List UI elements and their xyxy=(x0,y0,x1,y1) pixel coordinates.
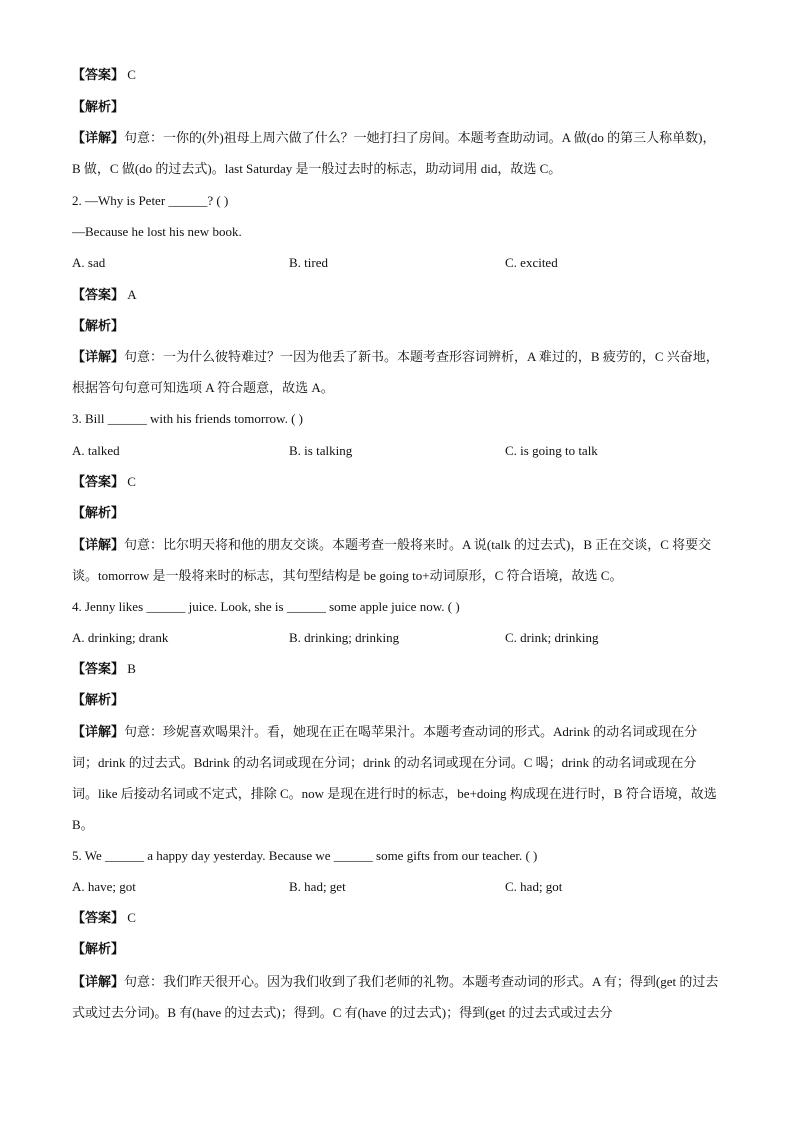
question-3-option-c: C. is going to talk xyxy=(505,443,598,458)
detail-text: 句意：珍妮喜欢喝果汁。看，她现在正在喝苹果汁。本题考查动词的形式。Adrink 的动名词或现在分词；drink 的过去式。Bdrink 的动名词或现在分词；drink 的动名词或现在分词。C 喝；drink 的动名词或现在分词。like 后接动名词或不定式，排除 C。now 是现在进行时的标志，be+doing 构成现在进行时，B 符合语境，故选 B。 xyxy=(72,724,717,832)
answer-line xyxy=(72,286,137,304)
answer-tag: 【答案】 xyxy=(72,910,125,925)
answer-line xyxy=(72,660,136,678)
detail-text: 句意：比尔明天将和他的朋友交谈。本题考查一般将来时。A 说(talk 的过去式)，B 正在交谈，C 将要交谈。tomorrow 是一般将来时的标志，其句型结构是 be going to+动词原形，C 符合语境，故选 C。 xyxy=(72,537,712,583)
detail-tag: 【详解】 xyxy=(72,537,125,552)
question-3-option-b: B. is talking xyxy=(289,443,353,458)
analysis-tag: 【解析】 xyxy=(72,941,125,956)
detail-tag: 【详解】 xyxy=(72,974,125,989)
question-5-option-c: C. had; got xyxy=(505,879,563,894)
question-4-option-b: B. drinking; drinking xyxy=(289,630,400,645)
analysis-tag: 【解析】 xyxy=(72,505,125,520)
question-2-option-b: B. tired xyxy=(289,255,328,270)
answer-tag: 【答案】 xyxy=(72,474,125,489)
answer-value: A xyxy=(127,287,137,302)
detail-text: 句意：一你的(外)祖母上周六做了什么？一她打扫了房间。本题考查助动词。A 做(do 的第三人称单数)，B 做，C 做(do 的过去式)。last Saturday 是一般过去时的标志，助动词用 did，故选 C。 xyxy=(72,130,716,176)
answer-tag: 【答案】 xyxy=(72,287,125,302)
question-3-line1: 3. Bill ______ with his friends tomorrow. ( ) xyxy=(72,411,303,426)
analysis-tag: 【解析】 xyxy=(72,99,125,114)
detail-paragraph xyxy=(72,529,722,591)
detail-paragraph xyxy=(72,122,722,184)
answer-tag: 【答案】 xyxy=(72,661,125,676)
detail-paragraph xyxy=(72,966,722,1028)
detail-tag: 【详解】 xyxy=(72,349,125,364)
detail-paragraph xyxy=(72,341,722,403)
detail-tag: 【详解】 xyxy=(72,724,125,739)
answer-value: C xyxy=(127,67,136,82)
question-4-option-a: A. drinking; drank xyxy=(72,630,169,645)
question-2-line1: 2. —Why is Peter ______? ( ) xyxy=(72,193,229,208)
answer-value: C xyxy=(127,910,136,925)
answer-tag: 【答案】 xyxy=(72,67,125,82)
question-5-option-b: B. had; get xyxy=(289,879,346,894)
answer-value: B xyxy=(127,661,136,676)
answer-line xyxy=(72,909,136,927)
detail-paragraph xyxy=(72,716,722,840)
question-5-option-a: A. have; got xyxy=(72,879,136,894)
question-2-option-a: A. sad xyxy=(72,255,106,270)
answer-line xyxy=(72,473,136,491)
question-2-line2: —Because he lost his new book. xyxy=(72,224,242,239)
question-5-line1: 5. We ______ a happy day yesterday. Because we ______ some gifts from our teacher. ( ) xyxy=(72,848,538,863)
detail-text: 句意：一为什么彼特难过？一因为他丢了新书。本题考查形容词辨析，A 难过的，B 疲劳的，C 兴奋地，根据答句句意可知选项 A 符合题意，故选 A。 xyxy=(72,349,719,395)
question-4-line1: 4. Jenny likes ______ juice. Look, she is ______ some apple juice now. ( ) xyxy=(72,599,460,614)
answer-value: C xyxy=(127,474,136,489)
detail-text: 句意：我们昨天很开心。因为我们收到了我们老师的礼物。本题考查动词的形式。A 有；得到(get 的过去式或过去分词)。B 有(have 的过去式)；得到。C 有(have 的过去式)；得到(get 的过去式或过去分 xyxy=(72,974,719,1020)
detail-tag: 【详解】 xyxy=(72,130,125,145)
answer-line xyxy=(72,66,136,84)
analysis-tag: 【解析】 xyxy=(72,692,125,707)
question-3-option-a: A. talked xyxy=(72,443,120,458)
analysis-tag: 【解析】 xyxy=(72,318,125,333)
question-2-option-c: C. excited xyxy=(505,255,558,270)
question-4-option-c: C. drink; drinking xyxy=(505,630,599,645)
